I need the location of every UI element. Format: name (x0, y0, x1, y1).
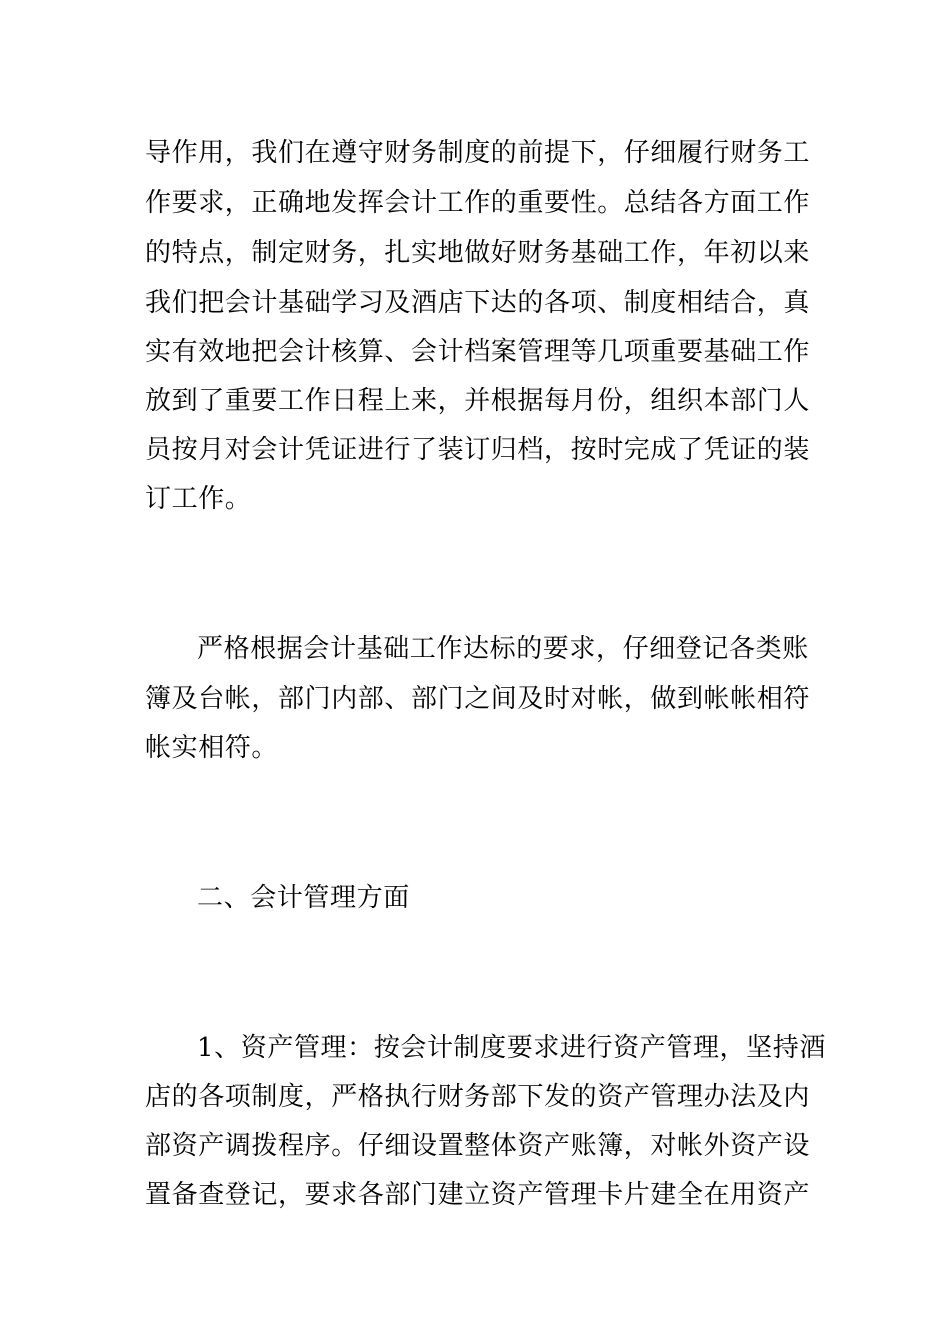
paragraph-line: 置备查登记，要求各部门建立资产管理卡片建全在用资产 (145, 1180, 811, 1210)
paragraph-line: 员按月对会计凭证进行了装订归档，按时完成了凭证的装 (145, 435, 811, 465)
paragraph-line: 部资产调拨程序。仔细设置整体资产账簿，对帐外资产设 (145, 1131, 811, 1161)
paragraph-line: 导作用，我们在遵守财务制度的前提下，仔细履行财务工 (145, 138, 811, 168)
paragraph-line: 实有效地把会计核算、会计档案管理等几项重要基础工作 (145, 337, 811, 367)
paragraph-line: 放到了重要工作日程上来，并根据每月份，组织本部门人 (145, 386, 811, 416)
paragraph-line: 的特点，制定财务，扎实地做好财务基础工作，年初以来 (145, 238, 811, 268)
paragraph-line: 严格根据会计基础工作达标的要求，仔细登记各类账 (197, 634, 809, 664)
paragraph-line: 店的各项制度，严格执行财务部下发的资产管理办法及内 (145, 1082, 811, 1112)
paragraph-line: 簿及台帐，部门内部、部门之间及时对帐，做到帐帐相符 (145, 684, 811, 714)
section-heading: 二、会计管理方面 (197, 883, 410, 913)
paragraph-line: 帐实相符。 (145, 733, 279, 763)
paragraph-line: 1、资产管理：按会计制度要求进行资产管理，坚持酒 (197, 1033, 826, 1063)
paragraph-line: 作要求，正确地发挥会计工作的重要性。总结各方面工作 (145, 188, 811, 218)
paragraph-line: 订工作。 (145, 484, 252, 514)
paragraph-line: 我们把会计基础学习及酒店下达的各项、制度相结合，真 (145, 288, 811, 318)
